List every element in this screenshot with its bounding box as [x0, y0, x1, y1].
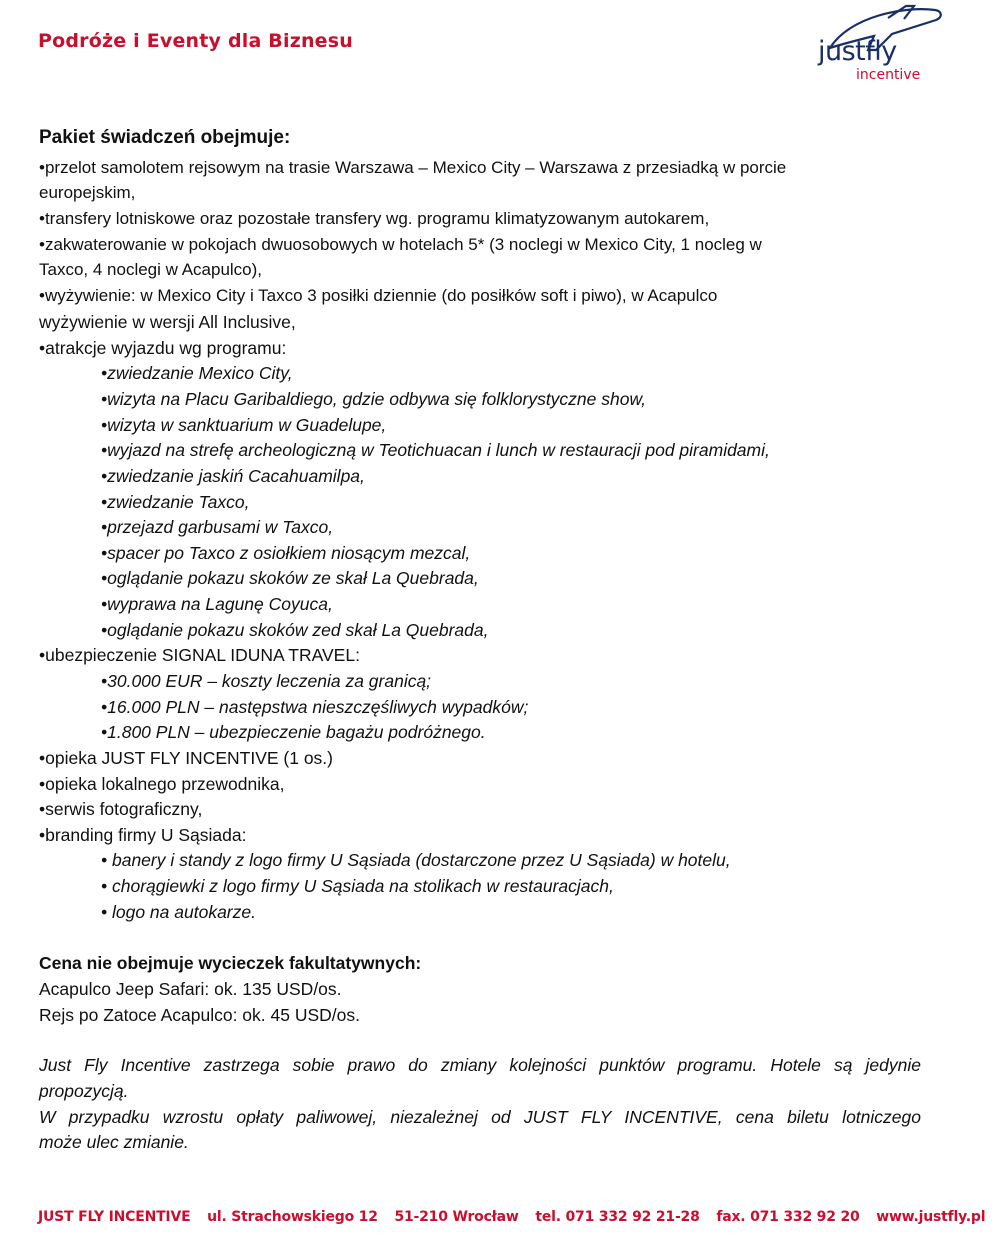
package-item-attractions: •atrakcje wyjazdu wg programu:: [39, 338, 287, 358]
package-heading: Pakiet świadczeń obejmuje:: [39, 127, 291, 148]
package-item-branding: •branding firmy U Sąsiada:: [39, 825, 247, 845]
package-item-transfers: •transfery lotniskowe oraz pozostałe transfery wg. programu klimatyzowanym autokarem,: [39, 209, 710, 228]
package-item-flight-cont: europejskim,: [39, 183, 136, 202]
package-item-flight: •przelot samolotem rejsowym na trasie Warszawa – Mexico City – Warszawa z przesiadką w porcie: [39, 158, 787, 177]
list-item: • logo na autokarze.: [101, 902, 256, 922]
package-item-meals: •wyżywienie: w Mexico City i Taxco 3 posiłki dziennie (do posiłków soft i piwo), w Acapulco: [39, 286, 718, 305]
list-item: • banery i standy z logo firmy U Sąsiada (dostarczone przez U Sąsiada) w hotelu,: [101, 850, 731, 870]
note-line: W przypadku wzrostu opłaty paliwowej, niezależnej od JUST FLY INCENTIVE, cena biletu lotniczego: [39, 1107, 921, 1127]
list-item: •spacer po Taxco z osiołkiem niosącym mezcal,: [101, 543, 471, 563]
footer-address: ul. Strachowskiego 12: [207, 1209, 378, 1225]
footer-company: JUST FLY INCENTIVE: [38, 1209, 191, 1225]
list-item: •oglądanie pokazu skoków ze skał La Quebrada,: [101, 568, 479, 588]
package-item-photo: •serwis fotograficzny,: [39, 799, 203, 819]
logo-wordmark: justfly: [818, 36, 897, 67]
header-title: Podróże i Eventy dla Biznesu: [38, 30, 353, 52]
excluded-heading: Cena nie obejmuje wycieczek fakultatywnych:: [39, 953, 422, 973]
list-item: •zwiedzanie Taxco,: [101, 492, 250, 512]
logo-subtitle: incentive: [856, 67, 921, 83]
list-item: •zwiedzanie jaskiń Cacahuamilpa,: [101, 466, 365, 486]
list-item: •30.000 EUR – koszty leczenia za granicą;: [101, 671, 432, 691]
footer-fax: fax. 071 332 92 20: [716, 1209, 860, 1225]
company-logo: [810, 4, 950, 90]
package-item-accommodation: •zakwaterowanie w pokojach dwuosobowych w hotelach 5* (3 noclegi w Mexico City, 1 nocleg w: [39, 235, 762, 254]
excluded-item: Rejs po Zatoce Acapulco: ok. 45 USD/os.: [39, 1005, 360, 1025]
list-item: • chorągiewki z logo firmy U Sąsiada na stolikach w restauracjach,: [101, 876, 614, 896]
note-line: Just Fly Incentive zastrzega sobie prawo do zmiany kolejności punktów programu. Hotele są jedynie: [39, 1055, 921, 1075]
package-item-meals-cont: wyżywienie w wersji All Inclusive,: [39, 312, 296, 332]
list-item: •wizyta na Placu Garibaldiego, gdzie odbywa się folklorystyczne show,: [101, 389, 647, 409]
footer-phone: tel. 071 332 92 21-28: [535, 1209, 700, 1225]
list-item: •przejazd garbusami w Taxco,: [101, 517, 334, 537]
excluded-item: Acapulco Jeep Safari: ok. 135 USD/os.: [39, 979, 342, 999]
note-line: propozycją.: [39, 1081, 129, 1101]
list-item: •16.000 PLN – następstwa nieszczęśliwych wypadków;: [101, 697, 529, 717]
note-line: może ulec zmianie.: [39, 1132, 189, 1152]
list-item: •wizyta w sanktuarium w Guadelupe,: [101, 415, 387, 435]
list-item: •wyjazd na strefę archeologiczną w Teotichuacan i lunch w restauracji pod piramidami,: [101, 440, 770, 460]
list-item: •oglądanie pokazu skoków zed skał La Quebrada,: [101, 620, 489, 640]
list-item: •wyprawa na Lagunę Coyuca,: [101, 594, 333, 614]
footer-city: 51-210 Wrocław: [394, 1209, 519, 1225]
page-footer: [38, 1209, 986, 1225]
list-item: •zwiedzanie Mexico City,: [101, 363, 293, 383]
package-item-care: •opieka JUST FLY INCENTIVE (1 os.): [39, 748, 333, 768]
package-item-insurance: •ubezpieczenie SIGNAL IDUNA TRAVEL:: [39, 645, 360, 665]
footer-website-link[interactable]: www.justfly.pl: [876, 1209, 986, 1225]
package-item-accommodation-cont: Taxco, 4 noclegi w Acapulco),: [39, 260, 263, 279]
package-item-guide: •opieka lokalnego przewodnika,: [39, 774, 285, 794]
list-item: •1.800 PLN – ubezpieczenie bagażu podróżnego.: [101, 722, 486, 742]
